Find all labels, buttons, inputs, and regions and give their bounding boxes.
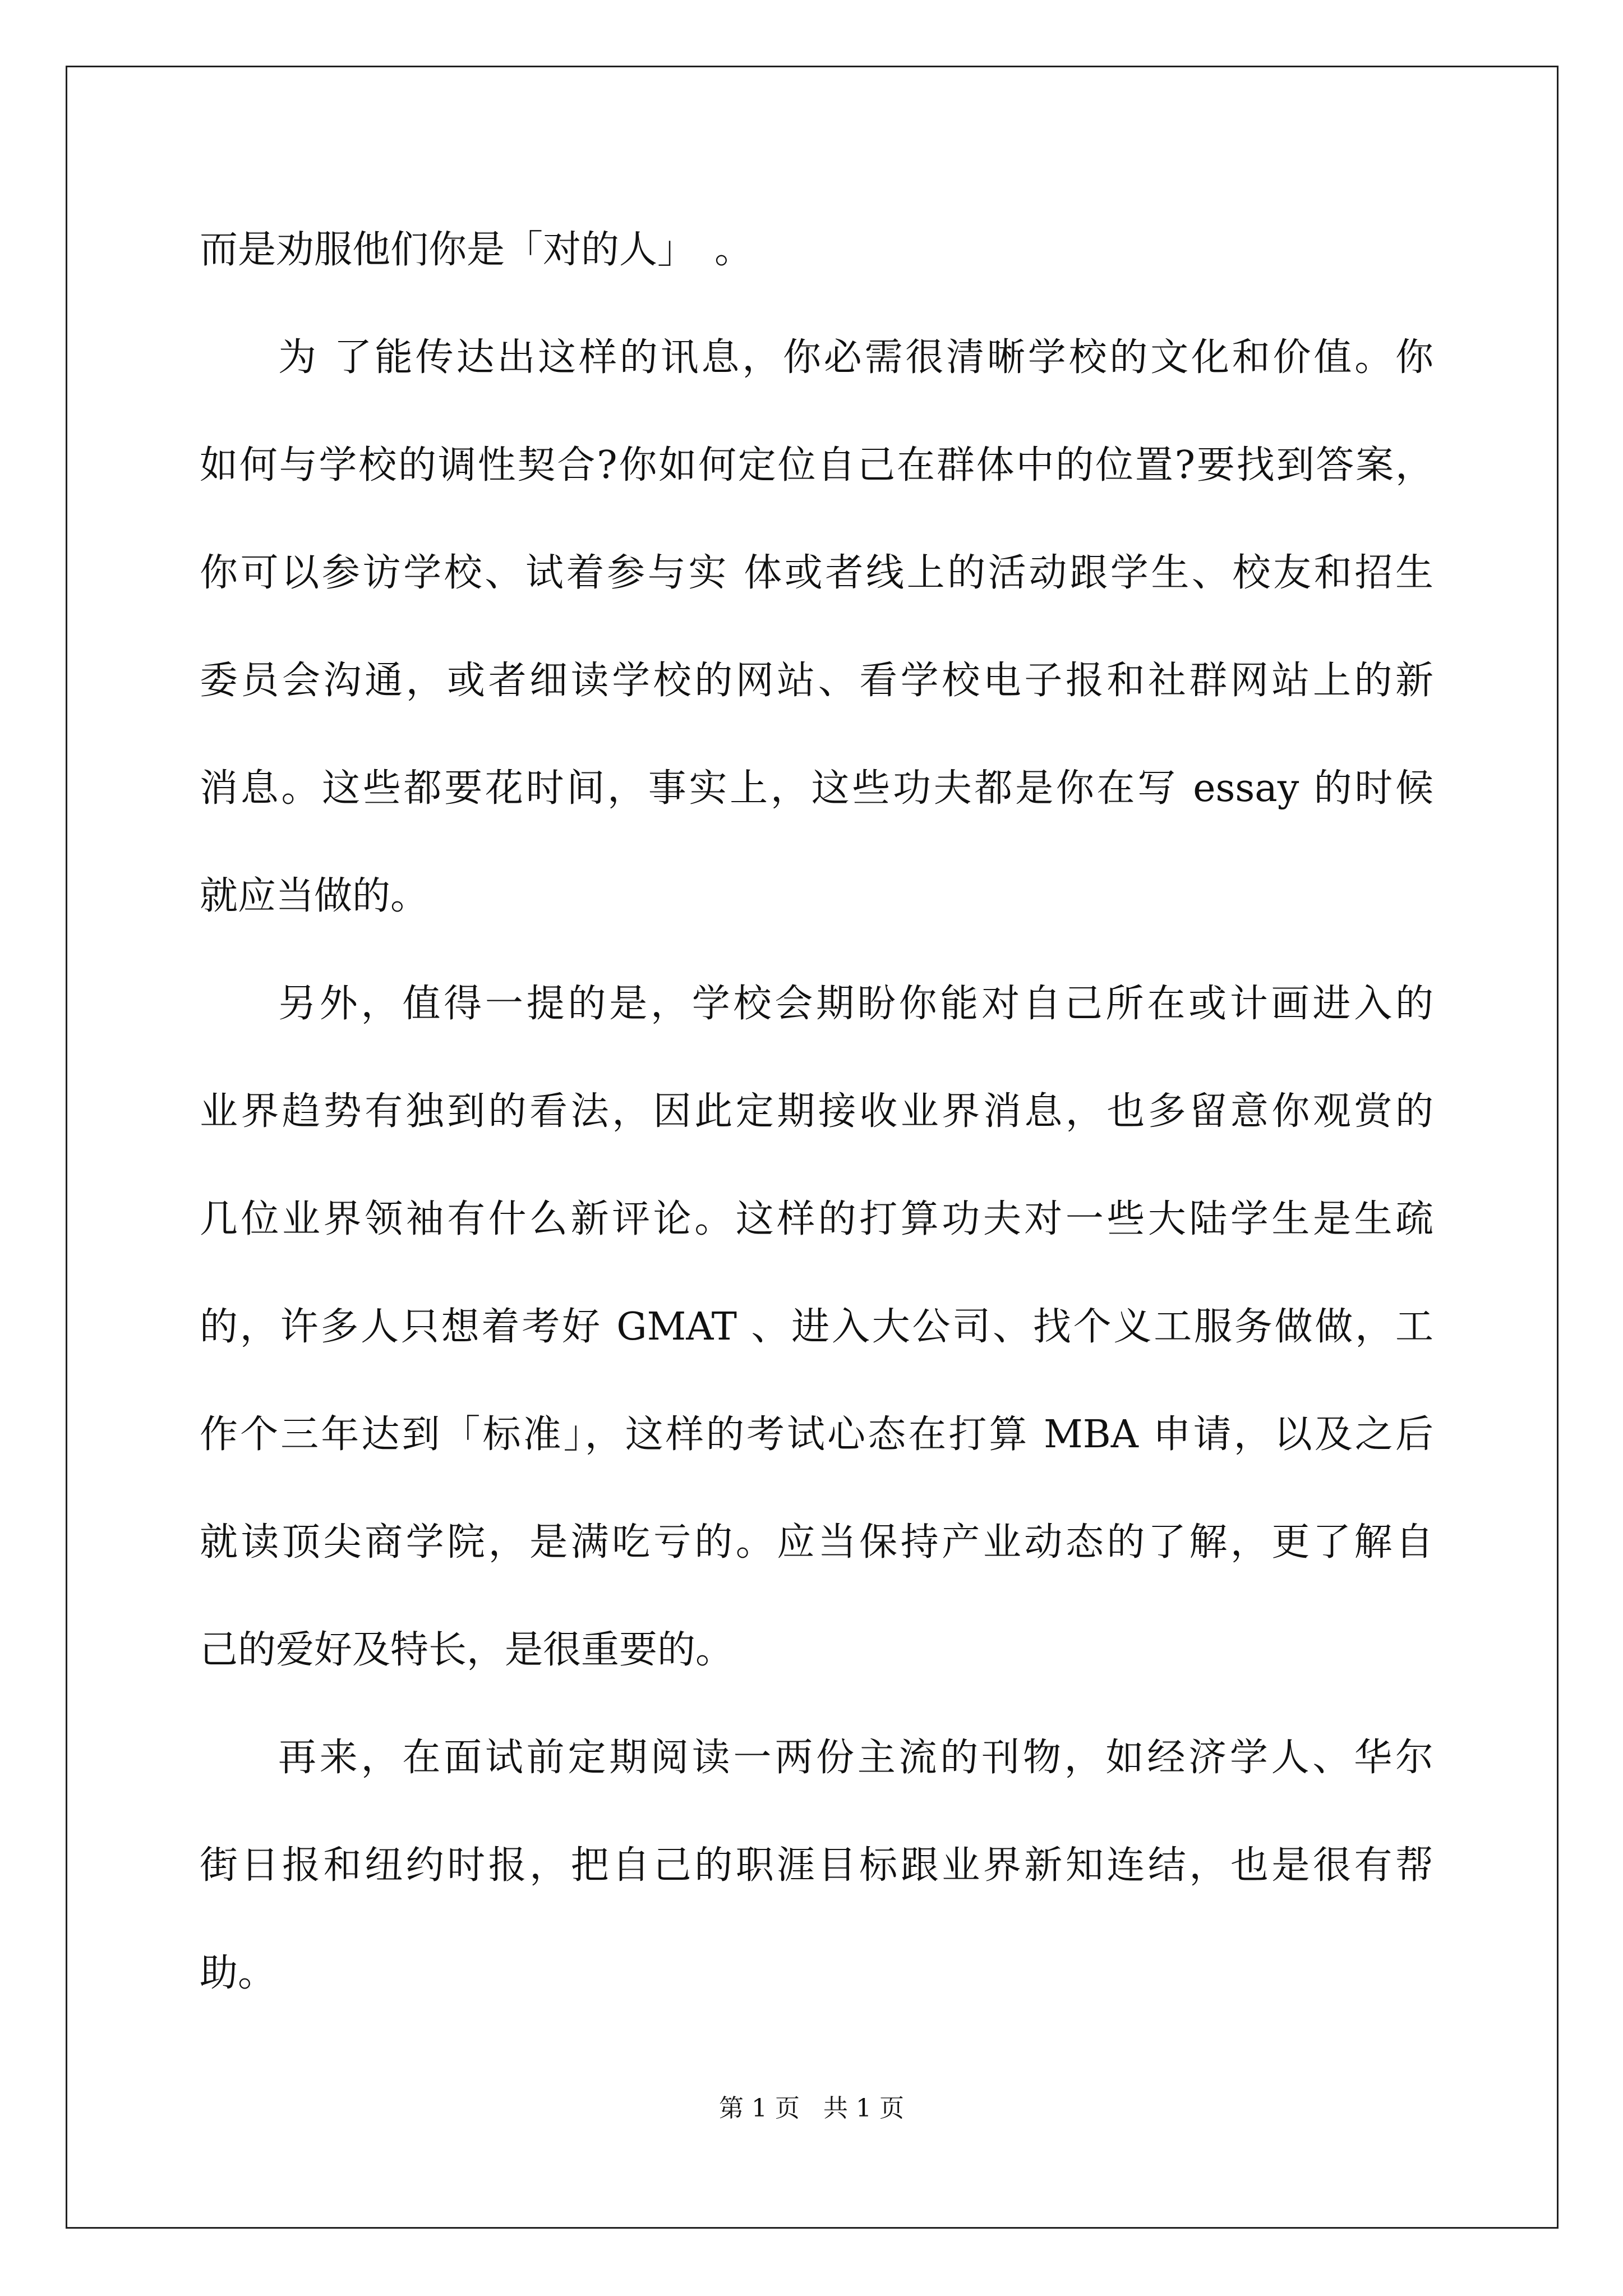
- paragraph-start-line: 再来，在面试前定期阅读一两份主流的刊物，如经济学人、华尔: [278, 1736, 1433, 1780]
- text-line: 而是劝服他们你是「对的人」 。: [200, 228, 753, 272]
- text-line: 委员会沟通，或者细读学校的网站、看学校电子报和社群网站上的新: [200, 659, 1433, 703]
- text-line: 己的爱好及特长，是很重要的。: [200, 1628, 734, 1672]
- paragraph-start-line: 为 了能传达出这样的讯息，你必需很清晰学校的文化和价值。你: [278, 335, 1433, 380]
- text-line: 消息。这些都要花时间，事实上，这些功夫都是你在写 essay 的时候: [200, 766, 1433, 811]
- text-line: 几位业界领袖有什么新评论。这样的打算功夫对一些大陆学生是生疏: [200, 1197, 1433, 1241]
- text-line: 业界趋势有独到的看法，因此定期接收业界消息，也多留意你观赏的: [200, 1089, 1433, 1134]
- page-border: [66, 66, 1559, 2229]
- text-line: 如何与学校的调性契合?你如何定位自己在群体中的位置?要找到答案，: [200, 443, 1433, 487]
- text-line: 你可以参访学校、试着参与实 体或者线上的活动跟学生、校友和招生: [200, 551, 1433, 595]
- paragraph-start-line: 另外，值得一提的是，学校会期盼你能对自己所在或计画进入的: [278, 982, 1433, 1026]
- text-line: 助。: [200, 1951, 276, 1995]
- text-line: 作个三年达到「标准」，这样的考试心态在打算 MBA 申请，以及之后: [200, 1412, 1433, 1457]
- page-footer: 第 1 页 共 1 页: [719, 2094, 904, 2123]
- text-line: 的，许多人只想着考好 GMAT 、进入大公司、找个义工服务做做，工: [200, 1305, 1433, 1349]
- text-line: 就读顶尖商学院，是满吃亏的。应当保持产业动态的了解，更了解自: [200, 1520, 1433, 1565]
- text-line: 就应当做的。: [200, 874, 429, 918]
- text-line: 街日报和纽约时报，把自己的职涯目标跟业界新知连结，也是很有帮: [200, 1843, 1433, 1888]
